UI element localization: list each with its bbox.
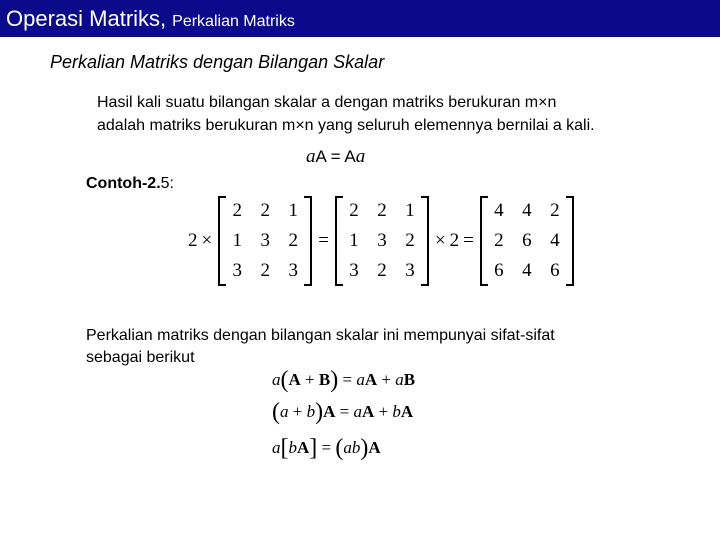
properties-intro-line-1: Perkalian matriks dengan bilangan skalar ini mempunyai sifat-sifat xyxy=(86,327,555,344)
matrix-a-cell: 2 xyxy=(288,230,298,251)
p3-equals: = xyxy=(317,438,336,457)
example-label-rest: 5: xyxy=(160,175,174,192)
matrix-result-cell: 2 xyxy=(494,230,504,251)
scalar-formula xyxy=(306,146,365,168)
p3-scalar-ab: ab xyxy=(343,438,361,457)
matrix-b-cell: 3 xyxy=(377,230,387,251)
p3-matrix-a: A xyxy=(297,438,310,457)
matrix-a-cell: 3 xyxy=(232,260,242,281)
slide-title: Operasi Matriks, xyxy=(6,6,167,31)
slide-subtitle: Perkalian Matriks xyxy=(172,13,295,30)
example-label xyxy=(86,175,174,193)
property-associative xyxy=(272,432,415,464)
p3-right-paren: ) xyxy=(360,435,369,461)
p2-matrix-a-2: A xyxy=(361,402,375,421)
example-equals-1: = xyxy=(318,230,329,251)
p1-plus-2: + xyxy=(377,370,396,389)
matrix-result-cell: 6 xyxy=(494,260,504,281)
p1-scalar-3: a xyxy=(395,370,404,389)
formula-scalar-left: a xyxy=(306,146,316,167)
formula-equals: = xyxy=(325,147,345,166)
matrix-b xyxy=(335,196,429,286)
p1-scalar-2: a xyxy=(356,370,365,389)
definition-line-2: adalah matriks berukuran m×n yang seluruh elemennya bernilai a kali. xyxy=(97,117,595,134)
matrix-b-cell: 2 xyxy=(405,230,415,251)
property-distributive-scalar xyxy=(272,396,415,428)
p3-right-bracket: ] xyxy=(309,435,318,461)
p2-matrix-a-3: A xyxy=(400,402,414,421)
p1-matrix-a: A xyxy=(288,370,301,389)
definition-paragraph xyxy=(97,91,595,137)
p3-scalar-b: b xyxy=(288,438,297,457)
p1-scalar: a xyxy=(272,370,281,389)
p1-left-paren: ( xyxy=(280,367,289,393)
formula-scalar-right: a xyxy=(355,146,366,167)
example-scalar-right: 2 xyxy=(449,230,460,251)
properties-list xyxy=(272,364,415,464)
p3-left-bracket: [ xyxy=(280,435,289,461)
matrix-result-cell: 4 xyxy=(550,230,560,251)
example-label-bold: Contoh-2. xyxy=(86,175,161,192)
matrix-result-cell: 4 xyxy=(522,260,532,281)
matrix-b-cell: 1 xyxy=(405,200,415,221)
p3-matrix-a-2: A xyxy=(368,438,381,457)
p1-right-paren: ) xyxy=(330,367,339,393)
matrix-result-cell: 4 xyxy=(494,200,504,221)
p3-left-paren: ( xyxy=(335,435,344,461)
property-distributive-matrix xyxy=(272,364,415,396)
p2-plus: + xyxy=(288,402,307,421)
matrix-a-cell: 2 xyxy=(260,260,270,281)
example-equals-2: = xyxy=(463,230,474,251)
matrix-b-cell: 1 xyxy=(349,230,359,251)
section-title: Perkalian Matriks dengan Bilangan Skalar xyxy=(50,52,385,72)
p1-matrix-b: B xyxy=(318,370,331,389)
properties-intro-line-2: sebagai berikut xyxy=(86,349,195,366)
matrix-result-cell: 6 xyxy=(550,260,560,281)
matrix-b-cell: 2 xyxy=(377,200,387,221)
matrix-a-cell: 1 xyxy=(288,200,298,221)
matrix-result-cell: 2 xyxy=(550,200,560,221)
matrix-a-cell: 3 xyxy=(288,260,298,281)
p1-equals: = xyxy=(338,370,357,389)
formula-matrix-right: A xyxy=(344,147,356,166)
matrix-a-cell: 2 xyxy=(232,200,242,221)
p2-matrix-a: A xyxy=(323,402,336,421)
p1-plus: + xyxy=(300,370,319,389)
matrix-result xyxy=(480,196,574,286)
formula-matrix-left: A xyxy=(315,147,326,166)
matrix-result-cell: 6 xyxy=(522,230,532,251)
p2-scalar-a-2: a xyxy=(353,402,362,421)
p2-scalar-b-2: b xyxy=(392,402,401,421)
p2-right-paren: ) xyxy=(315,399,324,425)
matrix-a-cell: 2 xyxy=(260,200,270,221)
matrix-a xyxy=(218,196,312,286)
matrix-a-cell: 3 xyxy=(260,230,270,251)
example-scalar-left: 2 xyxy=(188,230,198,251)
example-times-right: × xyxy=(434,230,446,251)
title-bar xyxy=(0,0,720,37)
example-equation xyxy=(186,195,578,287)
p1-matrix-a-2: A xyxy=(364,370,378,389)
p2-equals: = xyxy=(335,402,354,421)
definition-line-1: Hasil kali suatu bilangan skalar a dengan matriks berukuran m×n xyxy=(97,94,557,111)
matrix-b-cell: 2 xyxy=(377,260,387,281)
p2-scalar-a: a xyxy=(280,402,289,421)
properties-intro xyxy=(86,325,555,369)
matrix-b-cell: 3 xyxy=(405,260,415,281)
p2-left-paren: ( xyxy=(272,399,280,425)
example-times-left: × xyxy=(201,230,213,251)
matrix-a-cell: 1 xyxy=(232,230,242,251)
p1-matrix-b-2: B xyxy=(403,370,416,389)
matrix-b-cell: 2 xyxy=(349,200,359,221)
p3-scalar-a: a xyxy=(272,438,281,457)
p2-scalar-b: b xyxy=(306,402,316,421)
matrix-b-cell: 3 xyxy=(349,260,359,281)
matrix-result-cell: 4 xyxy=(522,200,532,221)
p2-plus-2: + xyxy=(374,402,393,421)
